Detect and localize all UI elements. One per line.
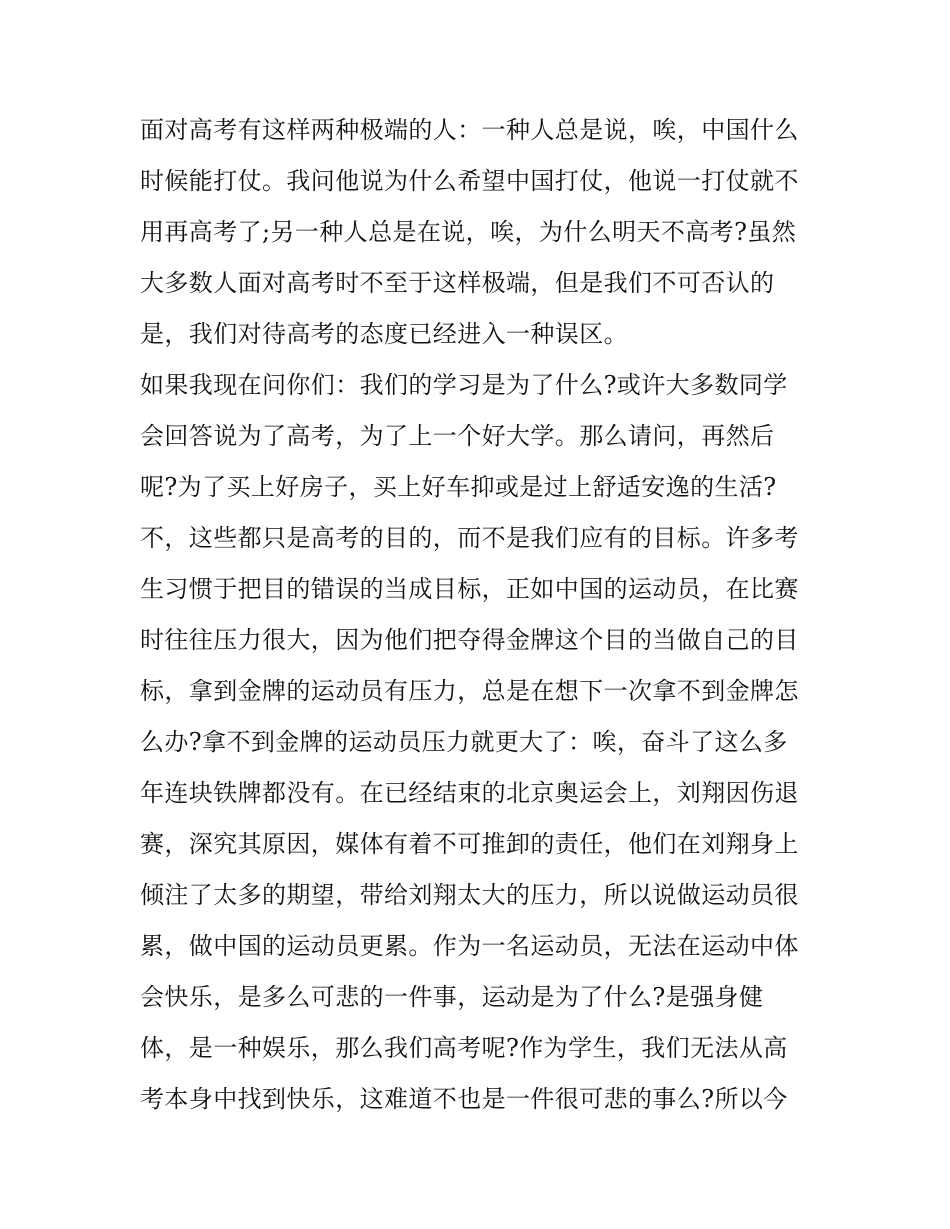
- text-line: 如果我现在问你们：我们的学习是为了什么?或许大多数同学: [140, 371, 788, 399]
- text-line: 年连块铁牌都没有。在已经结束的北京奥运会上，刘翔因伤退: [140, 779, 799, 807]
- text-line: 用再高考了;另一种人总是在说，唉，为什么明天不高考?虽然: [140, 218, 797, 246]
- text-line: 倾注了太多的期望，带给刘翔太大的压力，所以说做运动员很: [140, 881, 799, 909]
- text-line: 是，我们对待高考的态度已经进入一种误区。: [140, 320, 628, 348]
- text-line: 会回答说为了高考，为了上一个好大学。那么请问，再然后: [140, 422, 775, 450]
- text-line: 累，做中国的运动员更累。作为一名运动员，无法在运动中体: [140, 932, 799, 960]
- text-line: 生习惯于把目的错误的当成目标，正如中国的运动员，在比赛: [140, 575, 799, 603]
- essay-body: [140, 105, 820, 1125]
- text-line: 会快乐，是多么可悲的一件事，运动是为了什么?是强身健: [140, 983, 764, 1011]
- text-line: 考本身中找到快乐，这难道不也是一件很可悲的事么?所以今: [140, 1085, 788, 1113]
- text-line: 么办?拿不到金牌的运动员压力就更大了：唉，奋斗了这么多: [140, 728, 788, 756]
- text-line: 体，是一种娱乐，那么我们高考呢?作为学生，我们无法从高: [140, 1034, 788, 1062]
- text-line: 面对高考有这样两种极端的人：一种人总是说，唉，中国什么: [140, 116, 799, 144]
- text-line: 赛，深究其原因，媒体有着不可推卸的责任，他们在刘翔身上: [140, 830, 799, 858]
- text-line: 不，这些都只是高考的目的，而不是我们应有的目标。许多考: [140, 524, 799, 552]
- text-line: 时往往压力很大，因为他们把夺得金牌这个目的当做自己的目: [140, 626, 799, 654]
- text-line: 呢?为了买上好房子，买上好车抑或是过上舒适安逸的生活?: [140, 473, 777, 501]
- text-line: 标，拿到金牌的运动员有压力，总是在想下一次拿不到金牌怎: [140, 677, 799, 705]
- text-line: 大多数人面对高考时不至于这样极端，但是我们不可否认的: [140, 269, 775, 297]
- text-line: 时候能打仗。我问他说为什么希望中国打仗，他说一打仗就不: [140, 167, 799, 195]
